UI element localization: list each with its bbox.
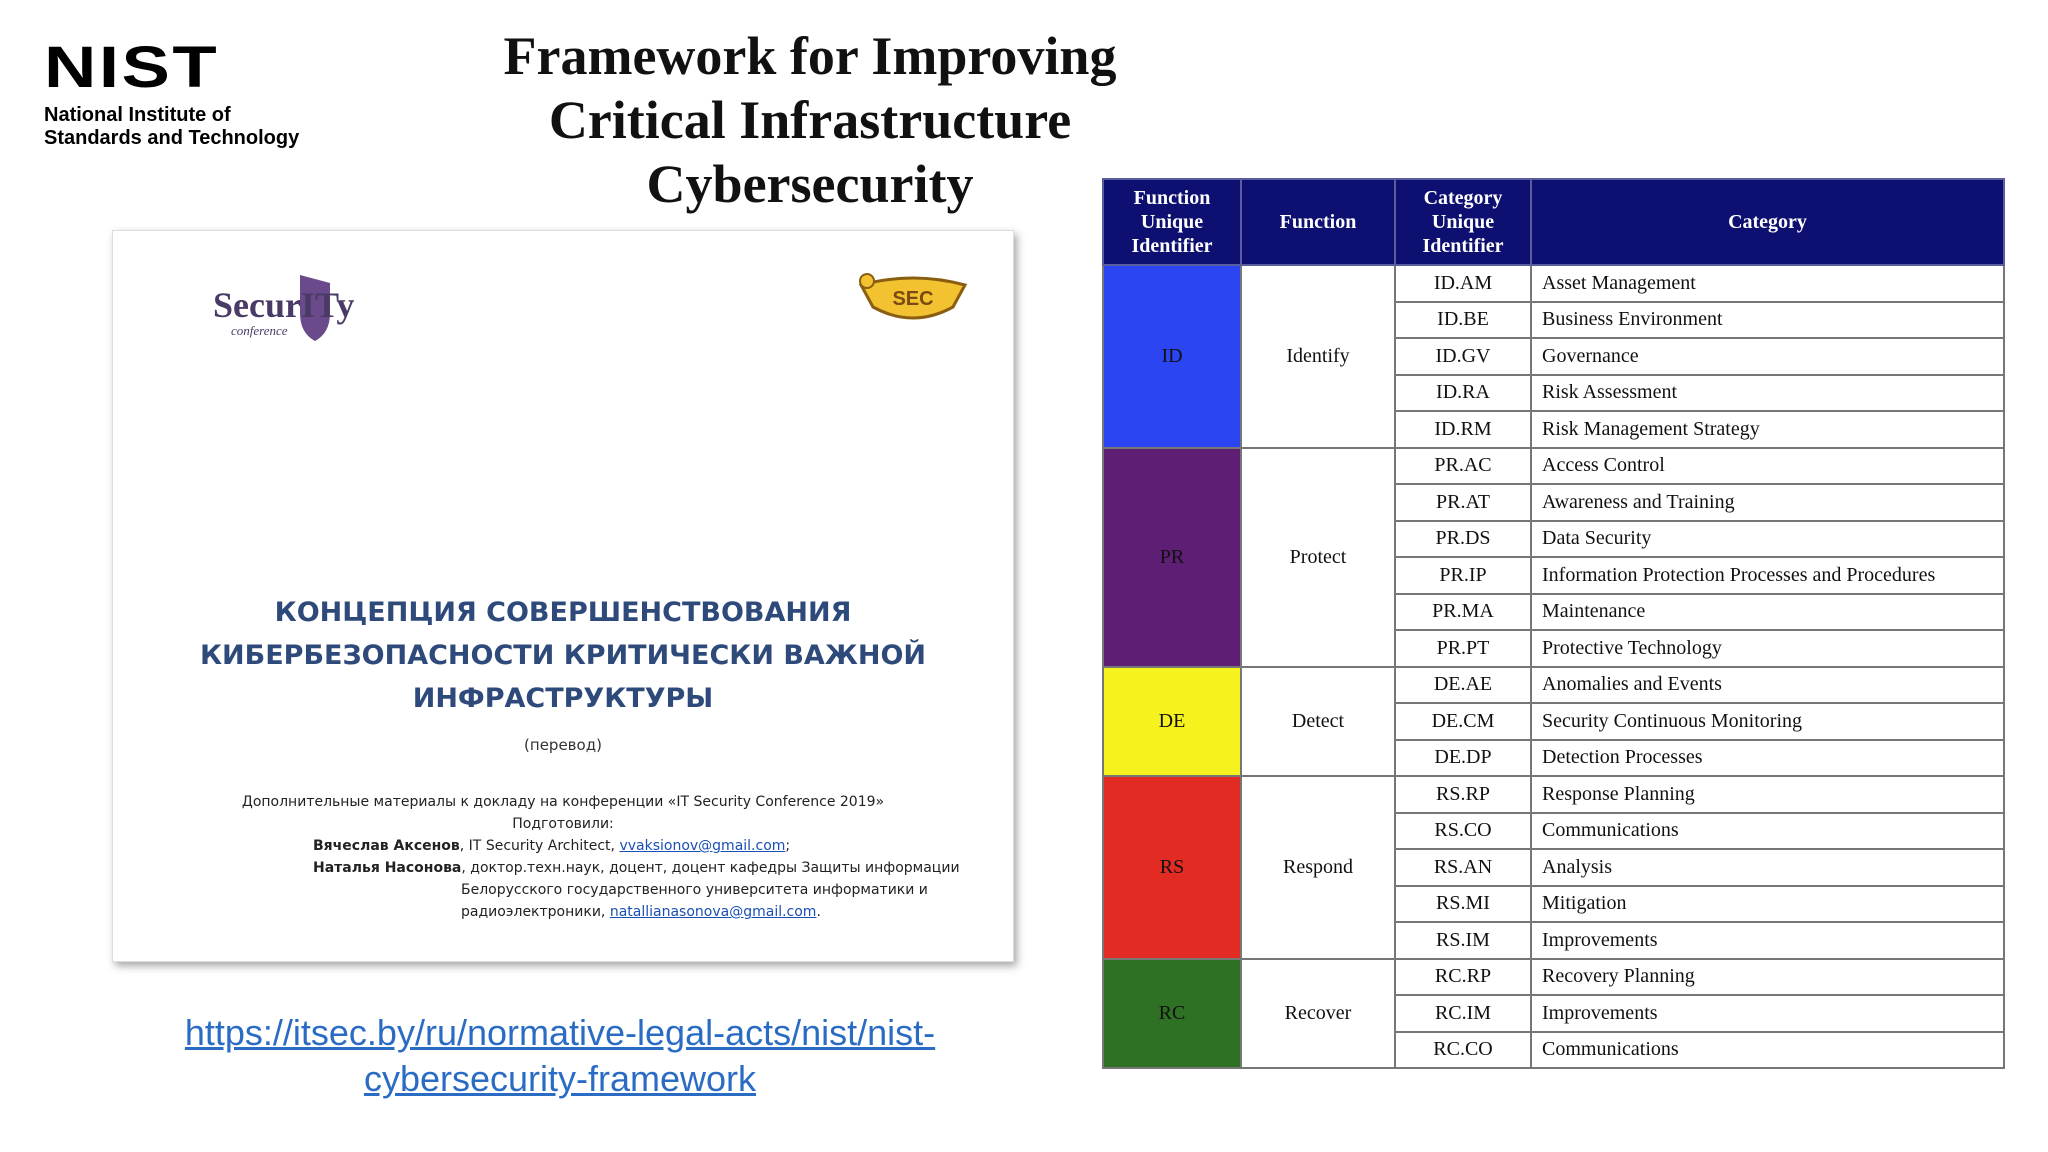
category-id-cell: PR.IP: [1395, 557, 1531, 594]
category-id-cell: RS.AN: [1395, 849, 1531, 886]
nist-wordmark: NIST: [44, 35, 220, 100]
author1-role: , IT Security Architect,: [459, 838, 620, 854]
category-name-cell: Response Planning: [1531, 776, 2004, 813]
function-name-cell: Respond: [1241, 776, 1395, 959]
author1-name: Вячеслав Аксенов: [313, 838, 460, 854]
header-category: Category: [1531, 179, 2004, 265]
category-id-cell: DE.DP: [1395, 740, 1531, 777]
function-name-cell: Recover: [1241, 959, 1395, 1069]
source-url-line1[interactable]: https://itsec.by/ru/normative-legal-acts/nist/nist-: [184, 1012, 936, 1053]
category-name-cell: Recovery Planning: [1531, 959, 2004, 996]
function-id-cell: DE: [1103, 667, 1241, 777]
function-name-cell: Detect: [1241, 667, 1395, 777]
header-function-id-line1: Function: [1133, 187, 1211, 209]
category-id-cell: RS.IM: [1395, 922, 1531, 959]
table-row: [1103, 265, 2004, 302]
category-name-cell: Asset Management: [1531, 265, 2004, 302]
category-name-cell: Mitigation: [1531, 886, 2004, 923]
function-id-cell: RS: [1103, 776, 1241, 959]
category-name-cell: Improvements: [1531, 922, 2004, 959]
category-name-cell: Protective Technology: [1531, 630, 2004, 667]
nist-subtitle-line2: Standards and Technology: [44, 127, 300, 149]
sec-logo-text: SEC: [892, 288, 934, 310]
slide-title-line1: Framework for Improving: [503, 26, 1117, 86]
sec-logo: [853, 267, 973, 337]
nist-subtitle-line1: National Institute of: [44, 104, 231, 126]
category-name-cell: Communications: [1531, 813, 2004, 850]
author2-org-line2: [113, 901, 1013, 923]
category-id-cell: ID.RM: [1395, 411, 1531, 448]
header-category-id-line3: Identifier: [1422, 235, 1504, 257]
category-id-cell: RS.RP: [1395, 776, 1531, 813]
table-header-row: [1103, 179, 2004, 265]
nist-logo: [44, 35, 334, 150]
framework-table-body: [1103, 265, 2004, 1068]
document-heading: [173, 591, 953, 720]
document-preview: [112, 230, 1014, 962]
function-name-cell: Identify: [1241, 265, 1395, 448]
category-id-cell: PR.DS: [1395, 521, 1531, 558]
framework-table: [1102, 178, 2005, 1069]
category-id-cell: ID.RA: [1395, 375, 1531, 412]
author2-name: Наталья Насонова: [313, 860, 462, 876]
header-category-id: [1395, 179, 1531, 265]
header-function-id-line2: Unique: [1140, 211, 1204, 233]
header-category-id-line2: Unique: [1431, 211, 1495, 233]
source-url-line2[interactable]: cybersecurity-framework: [363, 1058, 757, 1099]
function-id-cell: RC: [1103, 959, 1241, 1069]
category-id-cell: RS.CO: [1395, 813, 1531, 850]
category-name-cell: Data Security: [1531, 521, 2004, 558]
author2-line: [113, 857, 1013, 879]
category-id-cell: ID.BE: [1395, 302, 1531, 339]
document-heading-line1: КОНЦЕПЦИЯ СОВЕРШЕНСТВОВАНИЯ: [274, 597, 852, 628]
author2-org-line1: Белорусского государственного университета информатики и: [461, 882, 928, 898]
category-id-cell: RS.MI: [1395, 886, 1531, 923]
category-name-cell: Risk Management Strategy: [1531, 411, 2004, 448]
document-heading-line3: ИНФРАСТРУКТУРЫ: [412, 683, 714, 714]
category-name-cell: Risk Assessment: [1531, 375, 2004, 412]
nist-subtitle: [44, 104, 334, 150]
category-id-cell: ID.GV: [1395, 338, 1531, 375]
category-name-cell: Business Environment: [1531, 302, 2004, 339]
category-id-cell: RC.IM: [1395, 995, 1531, 1032]
category-name-cell: Detection Processes: [1531, 740, 2004, 777]
category-id-cell: ID.AM: [1395, 265, 1531, 302]
author2-email-link[interactable]: natallianasonova@gmail.com: [609, 904, 817, 920]
author2-role: , доктор.техн.наук, доцент, доцент кафедры Защиты информации: [461, 860, 960, 876]
document-credits: [113, 791, 1013, 923]
function-id-cell: ID: [1103, 265, 1241, 448]
category-id-cell: DE.CM: [1395, 703, 1531, 740]
category-name-cell: Information Protection Processes and Procedures: [1531, 557, 2004, 594]
category-id-cell: PR.PT: [1395, 630, 1531, 667]
source-url-link[interactable]: [120, 1010, 1000, 1102]
category-id-cell: PR.AT: [1395, 484, 1531, 521]
function-name-cell: Protect: [1241, 448, 1395, 667]
table-row: [1103, 959, 2004, 996]
category-id-cell: PR.MA: [1395, 594, 1531, 631]
materials-line: Дополнительные материалы к докладу на конференции «IT Security Conference 2019»: [241, 794, 885, 810]
prepared-line: Подготовили:: [512, 816, 614, 832]
category-id-cell: RC.RP: [1395, 959, 1531, 996]
author1-email-link[interactable]: vvaksionov@gmail.com: [619, 838, 786, 854]
function-id-cell: PR: [1103, 448, 1241, 667]
author2-org2: радиоэлектроники,: [461, 904, 610, 920]
header-function-id: [1103, 179, 1241, 265]
conference-logo-sub: conference: [231, 323, 288, 338]
category-id-cell: RC.CO: [1395, 1032, 1531, 1069]
category-name-cell: Access Control: [1531, 448, 2004, 485]
conference-logo-text: SecurITy: [213, 285, 355, 325]
author2-end: .: [816, 904, 821, 920]
table-row: [1103, 448, 2004, 485]
header-category-id-line1: Category: [1423, 187, 1503, 209]
category-name-cell: Awareness and Training: [1531, 484, 2004, 521]
table-row: [1103, 667, 2004, 704]
category-id-cell: PR.AC: [1395, 448, 1531, 485]
category-id-cell: DE.AE: [1395, 667, 1531, 704]
category-name-cell: Governance: [1531, 338, 2004, 375]
header-function: Function: [1241, 179, 1395, 265]
slide-title-line2: Critical Infrastructure Cybersecurity: [548, 90, 1072, 214]
category-name-cell: Improvements: [1531, 995, 2004, 1032]
header-function-id-line3: Identifier: [1131, 235, 1213, 257]
security-conference-logo: [213, 269, 413, 349]
document-heading-line2: КИБЕРБЕЗОПАСНОСТИ КРИТИЧЕСКИ ВАЖНОЙ: [199, 640, 926, 671]
document-subtitle: (перевод): [524, 736, 602, 754]
category-name-cell: Analysis: [1531, 849, 2004, 886]
category-name-cell: Security Continuous Monitoring: [1531, 703, 2004, 740]
table-row: [1103, 776, 2004, 813]
category-name-cell: Communications: [1531, 1032, 2004, 1069]
author1-end: ;: [785, 838, 791, 854]
category-name-cell: Maintenance: [1531, 594, 2004, 631]
category-name-cell: Anomalies and Events: [1531, 667, 2004, 704]
author1-line: [113, 835, 1013, 857]
